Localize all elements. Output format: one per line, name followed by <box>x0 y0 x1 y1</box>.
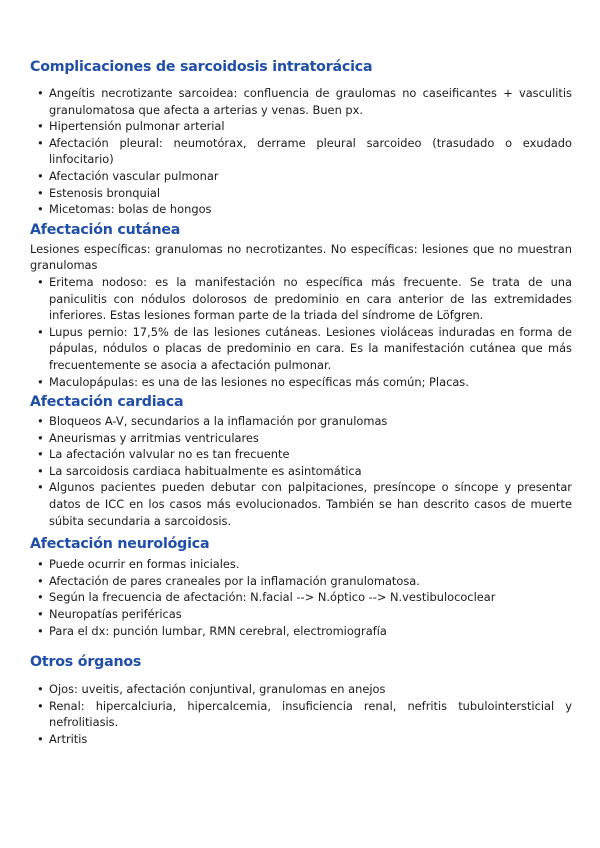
cutaneous-list <box>30 274 572 390</box>
cutaneous-intro: Lesiones específicas: granulomas no necrotizantes. No específicas: lesiones que no muestran granulomas <box>30 241 572 273</box>
section-title-neurological: Afectación neurológica <box>30 536 210 553</box>
list-item: • Según la frecuencia de afectación: N.facial --> N.óptico --> N.vestibulococlear <box>49 589 572 606</box>
list-item: • Artritis <box>49 731 572 748</box>
list-item: • La sarcoidosis cardiaca habitualmente es asintomática <box>49 463 572 480</box>
list-item: • Micetomas: bolas de hongos <box>49 201 572 218</box>
list-item: • Algunos pacientes pueden debutar con palpitaciones, presíncope o síncope y presentar datos de ICC en los casos más evolucionados. También se han descrito casos de muerte súbita secundaria a sarcoidosis. <box>49 479 572 529</box>
intrathoracic-list <box>30 85 572 218</box>
list-item: • Aneurismas y arritmias ventriculares <box>49 430 572 447</box>
section-title-cutaneous: Afectación cutánea <box>30 221 181 238</box>
section-title-intrathoracic: Complicaciones de sarcoidosis intratorácica <box>30 59 373 75</box>
list-item: • Bloqueos A-V, secundarios a la inflamación por granulomas <box>49 413 572 430</box>
list-item: • Angeítis necrotizante sarcoidea: confluencia de graulomas no caseificantes + vasculitis granulomatosa que afecta a arterias y venas. Buen px. <box>49 85 572 118</box>
list-item: • Renal: hipercalciuria, hipercalcemia, insuficiencia renal, nefritis tubulointersticial y nefrolitiasis. <box>49 698 572 731</box>
list-item: • Puede ocurrir en formas iniciales. <box>49 556 572 573</box>
list-item: • Lupus pernio: 17,5% de las lesiones cutáneas. Lesiones violáceas induradas en forma de pápulas, nódulos o placas de predominio en cara. Es la manifestación cutánea que más frecuentemente se asocia a afectación pulmonar. <box>49 324 572 374</box>
neurological-list <box>30 556 572 639</box>
list-item: • Para el dx: punción lumbar, RMN cerebral, electromiografía <box>49 623 572 640</box>
other-organs-list <box>30 681 572 747</box>
list-item: • La afectación valvular no es tan frecuente <box>49 446 572 463</box>
list-item: • Afectación vascular pulmonar <box>49 168 572 185</box>
list-item: • Neuropatías periféricas <box>49 606 572 623</box>
section-title-other-organs: Otros órganos <box>30 654 142 671</box>
list-item: • Hipertensión pulmonar arterial <box>49 118 572 135</box>
list-item: • Ojos: uveitis, afectación conjuntival, granulomas en anejos <box>49 681 572 698</box>
list-item: • Afectación de pares craneales por la inflamación granulomatosa. <box>49 573 572 590</box>
list-item: • Afectación pleural: neumotórax, derrame pleural sarcoideo (trasudado o exudado linfocitario) <box>49 135 572 168</box>
list-item: • Eritema nodoso: es la manifestación no específica más frecuente. Se trata de una paniculitis con nódulos dolorosos de predominio en cara anterior de las extremidades inferiores. Estas lesiones forman parte de la triada del síndrome de Löfgren. <box>49 274 572 324</box>
cardiac-list <box>30 413 572 529</box>
list-item: • Estenosis bronquial <box>49 185 572 202</box>
list-item: • Maculopápulas: es una de las lesiones no específicas más común; Placas. <box>49 374 572 391</box>
section-title-cardiac: Afectación cardiaca <box>30 394 184 411</box>
document-page <box>30 58 572 748</box>
